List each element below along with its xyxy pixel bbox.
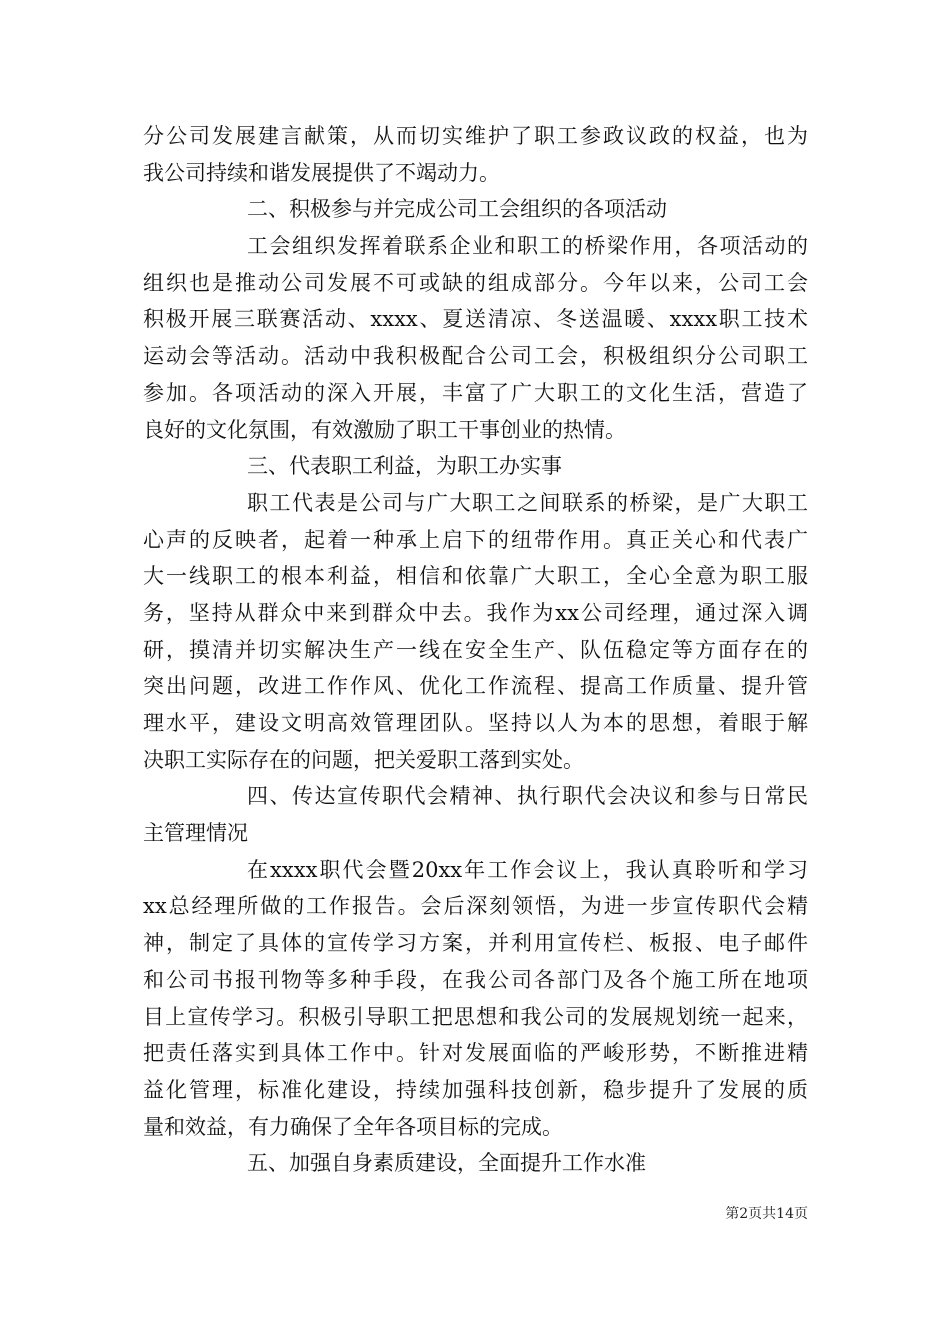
paragraph-line: 组织也是推动公司发展不可或缺的组成部分。今年以来，公司工会: [143, 270, 808, 295]
paragraph-line: 把责任落实到具体工作中。针对发展面临的严峻形势，不断推进精: [143, 1041, 808, 1066]
paragraph-line: 在xxxx职代会暨20xx年工作会议上，我认真聆听和学习: [247, 857, 808, 882]
section-heading-2: 二、积极参与并完成公司工会组织的各项活动: [247, 197, 667, 222]
paragraph-line: 我公司持续和谐发展提供了不竭动力。: [143, 160, 500, 185]
section-heading-4: 四、传达宣传职代会精神、执行职代会决议和参与日常民: [247, 784, 808, 809]
paragraph-line: 理水平，建设文明高效管理团队。坚持以人为本的思想，着眼于解: [143, 711, 808, 735]
paragraph-line: 决职工实际存在的问题，把关爱职工落到实处。: [143, 747, 584, 772]
paragraph-line: 积极开展三联赛活动、xxxx、夏送清凉、冬送温暖、xxxx职工技术: [143, 307, 808, 332]
paragraph-line: 突出问题，改进工作作风、优化工作流程、提高工作质量、提升管: [143, 674, 808, 699]
document-body: [143, 118, 808, 1182]
paragraph-line: 参加。各项活动的深入开展，丰富了广大职工的文化生活，营造了: [143, 380, 808, 405]
paragraph-line: 分公司发展建言献策，从而切实维护了职工参政议政的权益，也为: [143, 124, 808, 148]
page-number: 第2页共14页: [725, 1206, 808, 1222]
paragraph-line: 益化管理，标准化建设，持续加强科技创新，稳步提升了发展的质: [143, 1077, 808, 1102]
paragraph-line: 务，坚持从群众中来到群众中去。我作为xx公司经理，通过深入调: [143, 600, 808, 625]
paragraph-line: 工会组织发挥着联系企业和职工的桥梁作用，各项活动的: [247, 234, 808, 259]
paragraph-line: 职工代表是公司与广大职工之间联系的桥梁，是广大职工: [247, 490, 808, 515]
paragraph-line: 良好的文化氛围，有效激励了职工干事创业的热情。: [143, 417, 626, 442]
paragraph-line: 研，摸清并切实解决生产一线在安全生产、队伍稳定等方面存在的: [143, 637, 808, 662]
paragraph-line: 心声的反映者，起着一种承上启下的纽带作用。真正关心和代表广: [143, 527, 808, 552]
paragraph-line: 目上宣传学习。积极引导职工把思想和我公司的发展规划统一起来，: [143, 1004, 808, 1029]
paragraph-line: 量和效益，有力确保了全年各项目标的完成。: [143, 1114, 563, 1139]
paragraph-line: 运动会等活动。活动中我积极配合公司工会，积极组织分公司职工: [143, 344, 808, 369]
paragraph-line: xx总经理所做的工作报告。会后深刻领悟，为进一步宣传职代会精: [143, 894, 808, 919]
paragraph-line: 和公司书报刊物等多种手段，在我公司各部门及各个施工所在地项: [143, 967, 808, 992]
section-heading-5: 五、加强自身素质建设，全面提升工作水准: [247, 1151, 646, 1176]
paragraph-line: 大一线职工的根本利益，相信和依靠广大职工，全心全意为职工服: [143, 564, 808, 589]
section-heading-3: 三、代表职工利益，为职工办实事: [247, 454, 562, 479]
section-heading-4-cont: 主管理情况: [143, 821, 248, 846]
paragraph-line: 神，制定了具体的宣传学习方案，并利用宣传栏、板报、电子邮件: [143, 931, 808, 956]
